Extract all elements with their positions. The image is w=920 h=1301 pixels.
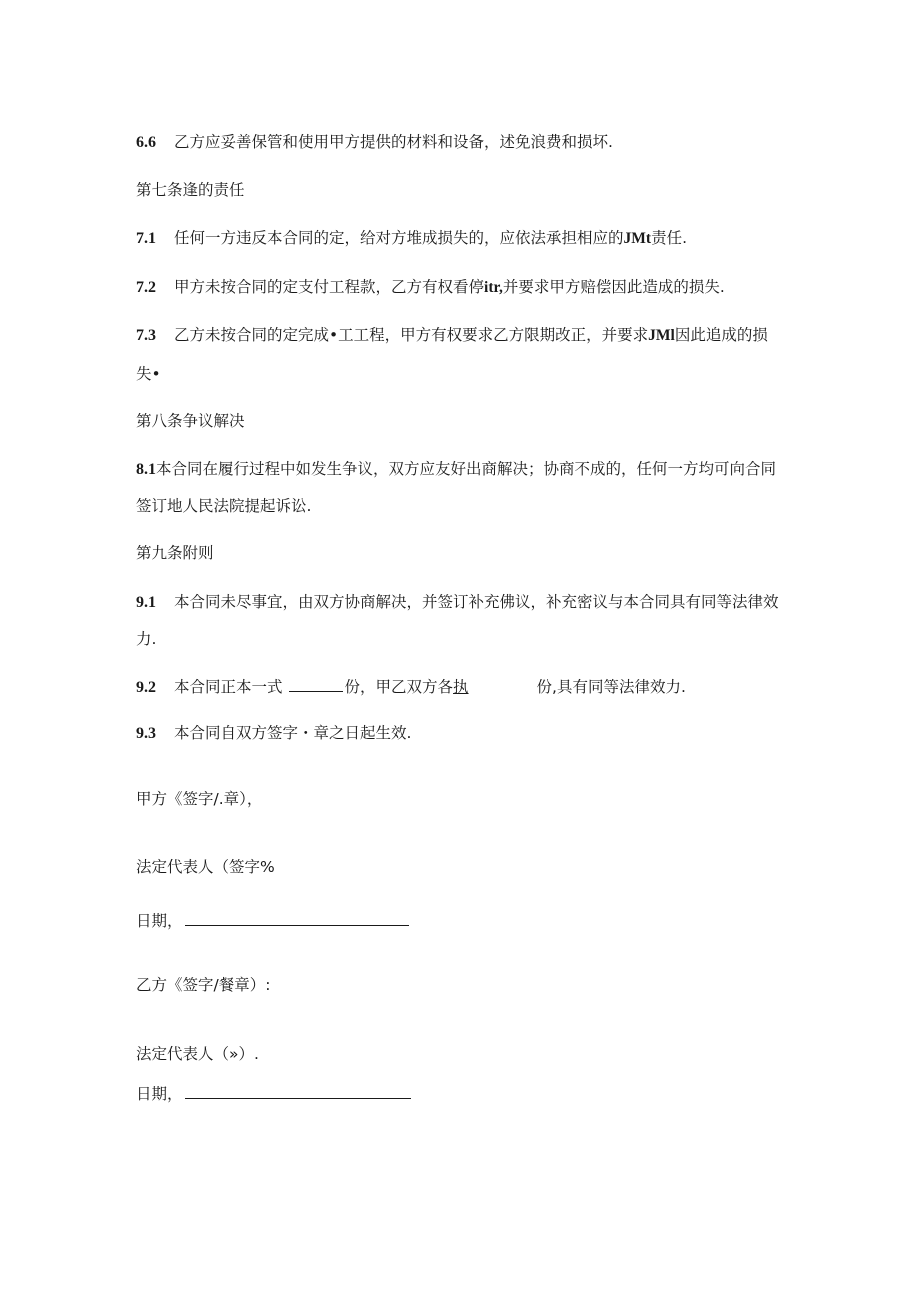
date-label: 日期， xyxy=(136,912,183,930)
clause-9-1 xyxy=(136,592,779,613)
signature-label: 甲方《签字/.章）， xyxy=(136,790,263,808)
clause-text-part: 因此追成的损 xyxy=(674,326,768,344)
clause-text-part: 份,具有同等法律效力. xyxy=(536,678,686,696)
clause-text-part: 力. xyxy=(136,630,157,648)
party-a-representative xyxy=(136,857,275,877)
clause-9-1-cont xyxy=(136,629,156,649)
clause-number: 8.1 xyxy=(136,461,156,478)
clause-text-part: 签订地人民法院提起诉讼. xyxy=(136,497,312,515)
copies-blank xyxy=(289,676,343,692)
clause-text: 本合同自双方签字・章之日起生效. xyxy=(174,724,412,742)
clause-number: 9.3 xyxy=(136,725,156,742)
article-7-title xyxy=(136,180,245,200)
clause-7-3 xyxy=(136,325,768,346)
clause-number: 6.6 xyxy=(136,134,156,151)
signature-label: 法定代表人（»）. xyxy=(136,1045,259,1063)
clause-text-part: itr, xyxy=(484,279,503,296)
signature-label: 法定代表人（签字% xyxy=(136,858,275,876)
article-9-title xyxy=(136,543,214,563)
clause-text-part: 乙方未按合同的定完成•工工程，甲方有权要求乙方限期改正，并要求 xyxy=(174,326,649,344)
clause-8-1 xyxy=(136,459,776,480)
clause-number: 9.2 xyxy=(136,679,156,696)
clause-text-part: JMl xyxy=(648,327,675,344)
article-title: 第七条逢的责任 xyxy=(136,181,245,199)
party-b-representative xyxy=(136,1044,259,1064)
date-line xyxy=(185,1083,411,1099)
clause-text-part: 本合同正本一式 xyxy=(174,678,283,696)
clause-number: 7.1 xyxy=(136,230,156,247)
clause-6-6 xyxy=(136,132,613,153)
clause-number: 7.3 xyxy=(136,327,156,344)
clause-text-part: 份，甲乙双方各 xyxy=(344,678,454,696)
article-title: 第八条争议解决 xyxy=(136,412,245,430)
clause-text-part: 甲方未按合同的定支付工程款，乙方有权看停 xyxy=(174,278,485,296)
party-b-date xyxy=(136,1083,411,1104)
clause-7-3-cont xyxy=(136,364,161,384)
article-8-title xyxy=(136,411,245,431)
clause-text-part: JMt xyxy=(623,230,652,247)
clause-number: 9.1 xyxy=(136,594,156,611)
clause-text-part: 执 xyxy=(453,678,469,696)
clause-text-part: 任何一方违反本合同的定，给对方堆成损失的，应依法承担相应的 xyxy=(174,229,624,247)
clause-text: 乙方应妥善保管和使用甲方提供的材料和设备，述免浪费和损坏. xyxy=(174,133,613,151)
date-line xyxy=(185,910,409,926)
clause-9-2 xyxy=(136,676,686,698)
party-a-date xyxy=(136,910,409,931)
date-label: 日期， xyxy=(136,1085,183,1103)
clause-8-1-cont xyxy=(136,496,311,516)
clause-number: 7.2 xyxy=(136,279,156,296)
clause-9-3 xyxy=(136,723,411,744)
clause-text-part: 本合同未尽事宜，由双方协商解决，并签订补充佛议，补充密议与本合同具有同等法律效 xyxy=(174,593,779,611)
party-a-signature xyxy=(136,789,262,809)
article-title: 第九条附则 xyxy=(136,544,214,562)
clause-text-part: 责任. xyxy=(651,229,687,247)
clause-text-part: 并要求甲方赔偿因此造成的损失. xyxy=(502,278,725,296)
party-b-signature xyxy=(136,975,270,995)
clause-7-1 xyxy=(136,228,687,249)
clause-text-part: 失• xyxy=(136,365,161,383)
signature-label: 乙方《签字/餐章）: xyxy=(136,976,271,994)
clause-7-2 xyxy=(136,277,725,298)
clause-text-part: 本合同在履行过程中如发生争议，双方应友好出商解决；协商不成的，任何一方均可向合同 xyxy=(156,460,777,478)
